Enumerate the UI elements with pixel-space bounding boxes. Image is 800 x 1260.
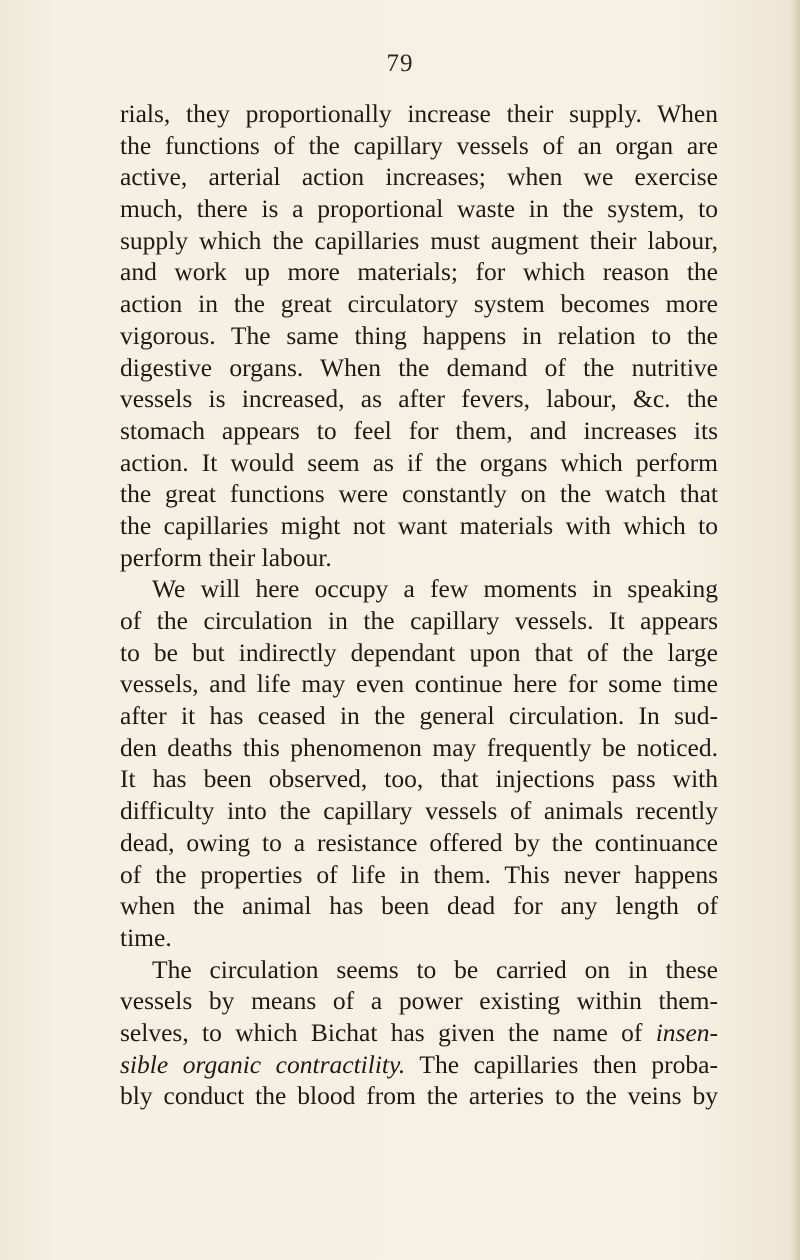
paragraph-end-line: time. xyxy=(120,922,172,952)
text-line: supply which the capillaries must augment their labour, xyxy=(120,225,718,255)
text-line: to be but indirectly dependant upon that of the large xyxy=(120,637,718,667)
text-line: vessels by means of a power existing within them- xyxy=(120,986,718,1016)
italic-term: sible organic contractility. xyxy=(120,1049,406,1079)
italic-term: insen- xyxy=(655,1017,719,1047)
text-line-with-italic xyxy=(120,1049,718,1081)
text-line: the functions of the capillary vessels of an organ are xyxy=(120,130,718,160)
text-line: It has been observed, too, that injections pass with xyxy=(120,764,718,794)
text-line: bly conduct the blood from the arteries to the veins by xyxy=(120,1081,718,1111)
text-line: after it has ceased in the general circulation. In sud- xyxy=(120,701,718,731)
text-line: vessels is increased, as after fevers, labour, &c. the xyxy=(120,384,718,414)
paragraph-end-line: perform their labour. xyxy=(120,542,332,572)
paragraph-start-line: The circulation seems to be carried on in these xyxy=(152,954,718,984)
text-line: digestive organs. When the demand of the nutritive xyxy=(120,352,718,382)
text-line-with-italic xyxy=(120,1017,718,1049)
text-line: stomach appears to feel for them, and increases its xyxy=(120,415,718,445)
page-number: 79 xyxy=(386,50,414,77)
text-line: den deaths this phenomenon may frequently be noticed. xyxy=(120,732,718,762)
text-line: action in the great circulatory system becomes more xyxy=(120,289,718,319)
roman-text: The capillaries then proba- xyxy=(419,1049,718,1079)
text-line: of the properties of life in them. This never happens xyxy=(120,859,718,889)
paragraph-start-line: We will here occupy a few moments in speaking xyxy=(152,574,718,604)
text-line: rials, they proportionally increase their supply. When xyxy=(120,99,718,128)
text-line: dead, owing to a resistance offered by the continuance xyxy=(120,827,718,857)
body-text xyxy=(120,98,718,1112)
text-line: active, arterial action increases; when we exercise xyxy=(120,162,718,192)
roman-text: selves, to which Bichat has given the name of xyxy=(120,1017,643,1047)
text-line: when the animal has been dead for any length of xyxy=(120,891,718,921)
text-line: much, there is a proportional waste in the system, to xyxy=(120,194,718,224)
text-line: of the circulation in the capillary vessels. It appears xyxy=(120,606,718,635)
text-line: vigorous. The same thing happens in relation to the xyxy=(120,320,718,350)
page-edge-shadow xyxy=(790,0,800,1260)
text-line: and work up more materials; for which reason the xyxy=(120,257,718,287)
text-line: difficulty into the capillary vessels of animals recently xyxy=(120,796,718,826)
text-line: the capillaries might not want materials with which to xyxy=(120,510,718,540)
text-line: vessels, and life may even continue here for some time xyxy=(120,669,718,699)
text-line: action. It would seem as if the organs which perform xyxy=(120,447,718,477)
text-line: the great functions were constantly on the watch that xyxy=(120,479,718,509)
